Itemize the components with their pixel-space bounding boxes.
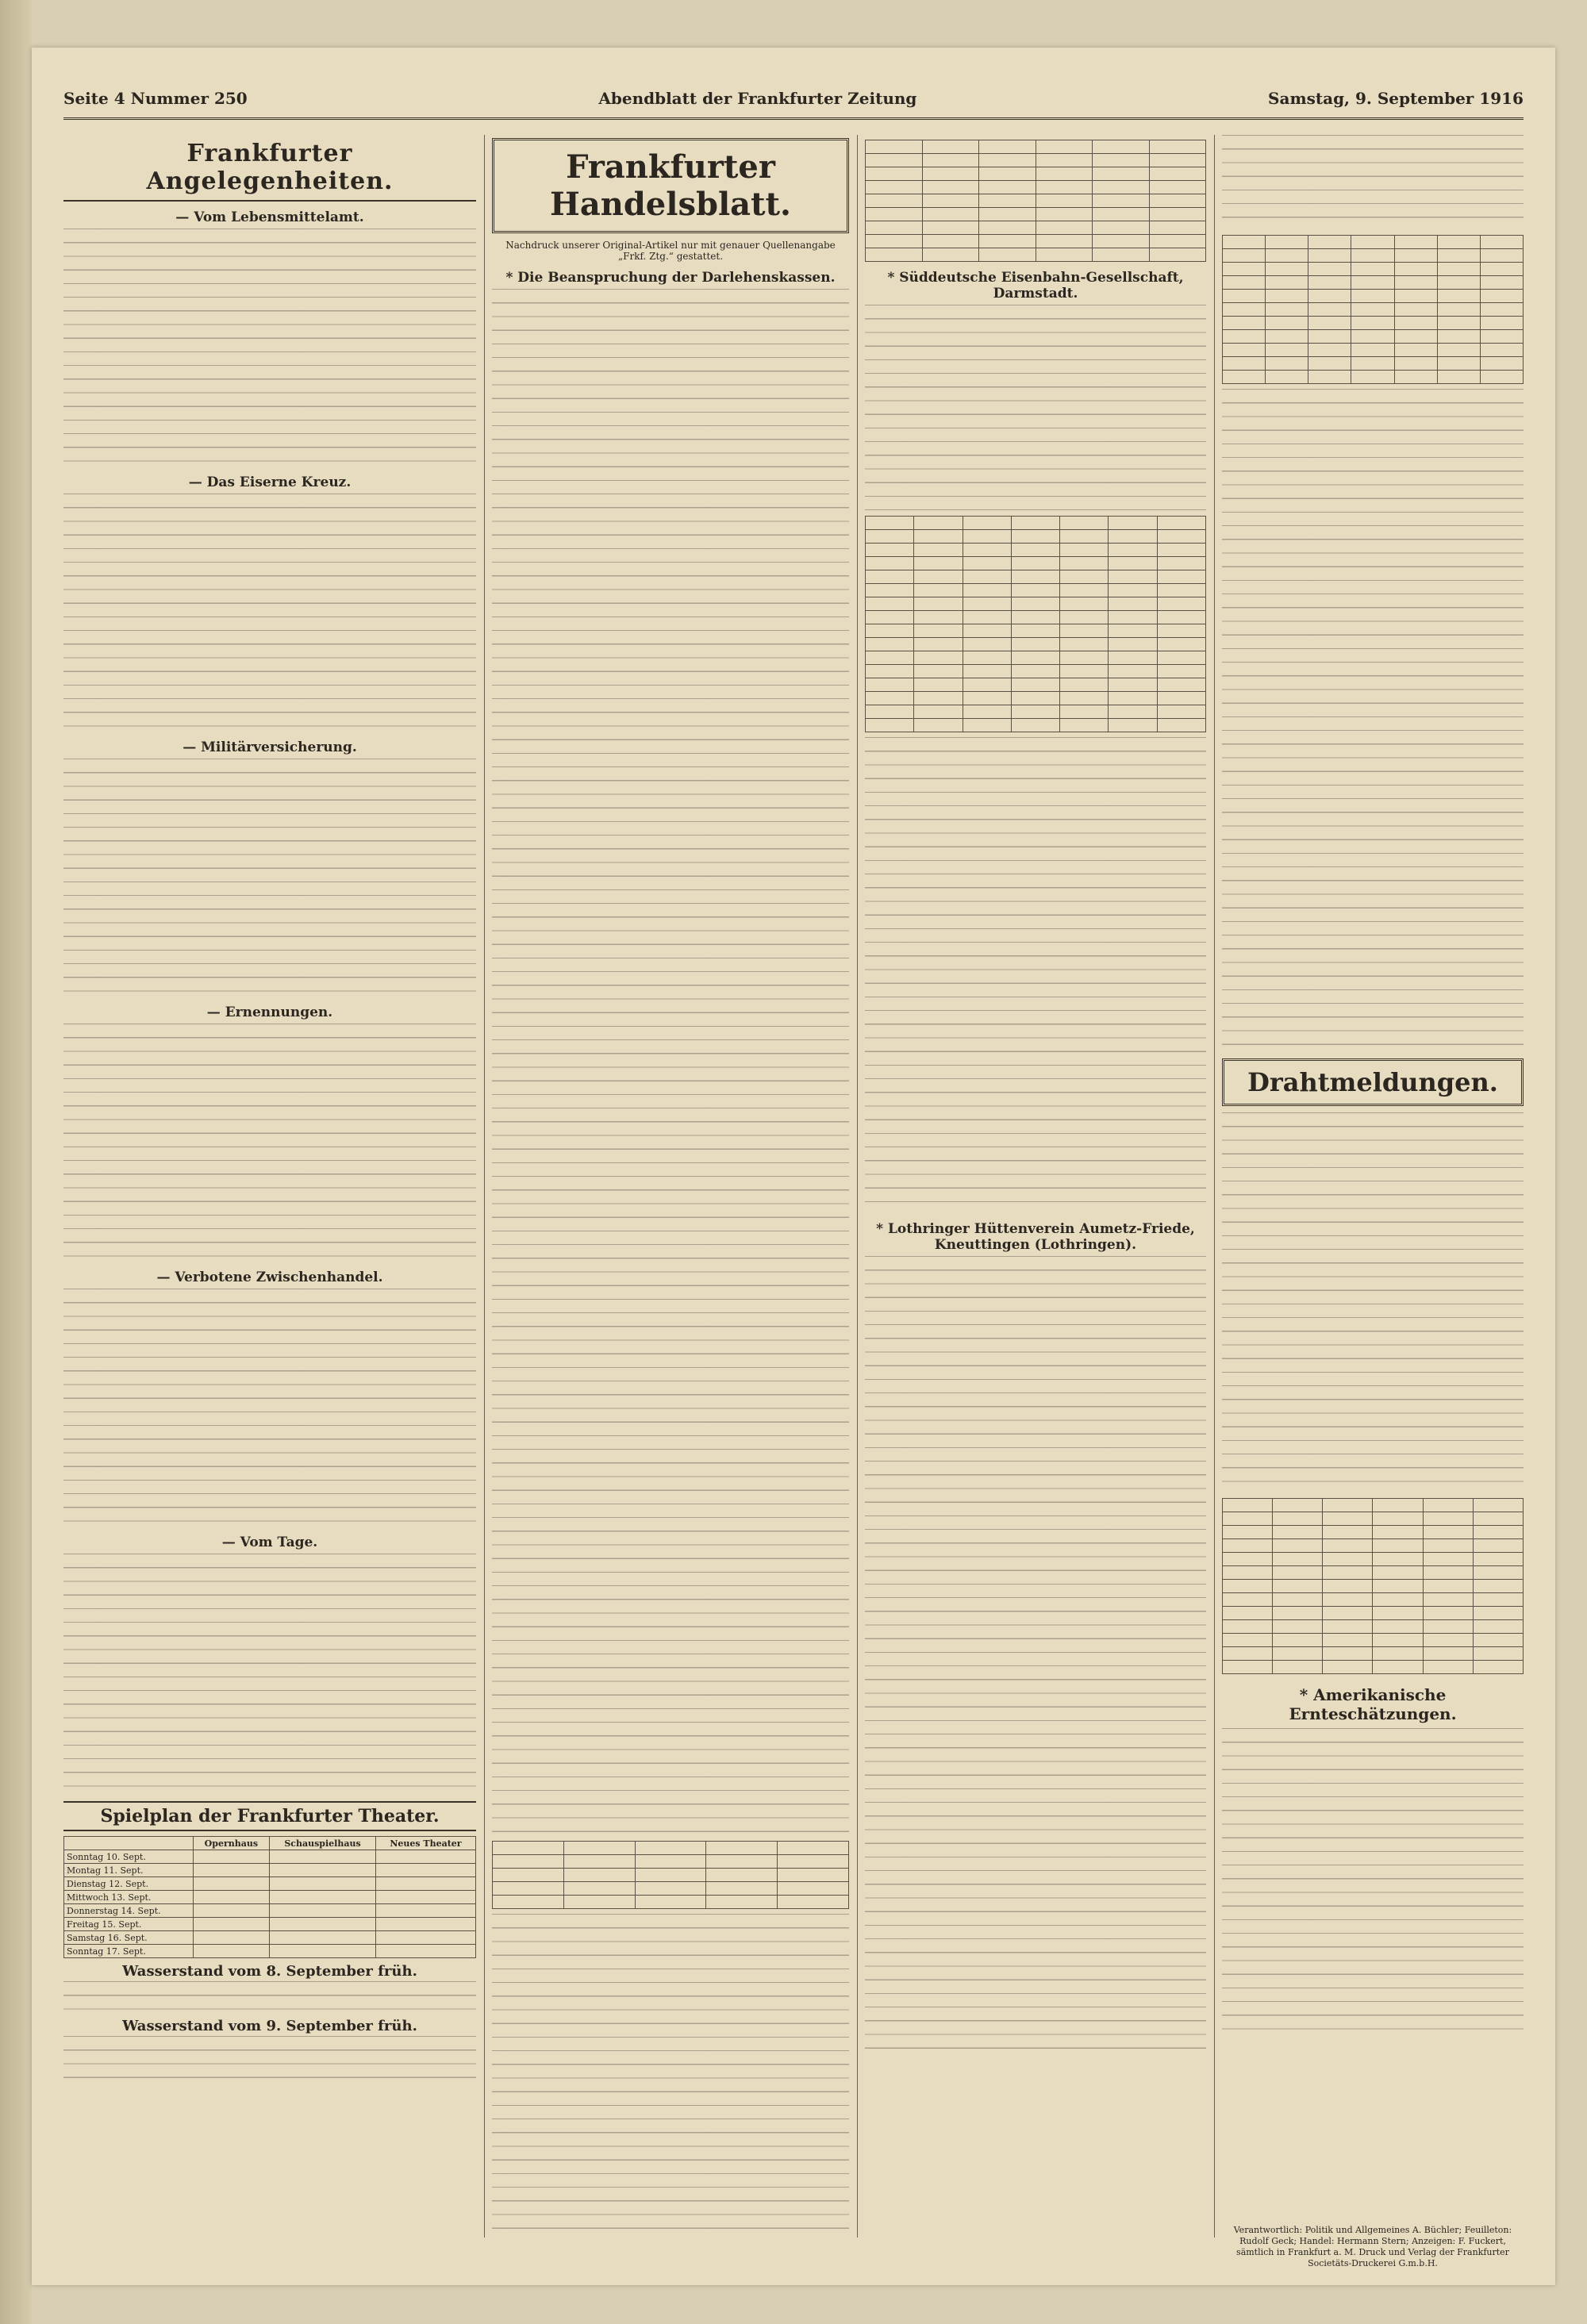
table-row [1223,1647,1524,1661]
page-header [63,79,1524,120]
article-text [1222,135,1524,230]
table-row [1223,330,1524,344]
article-heading: * Süddeutsche Eisenbahn-Gesellschaft, Darmstadt. [887,270,1184,302]
imprint: Verantwortlich: Politik und Allgemeines A. Büchler; Feuilleton: Rudolf Geck; Handel: Hermann Stern; Anzeigen: F. Fuckert, sämtlich in Frankfurt a. M. Druck und Verlag der Frankfurter Societäts-Druckerei G.m.b.H. [1233,2225,1512,2268]
table-row [1223,1539,1524,1553]
table-row [866,692,1206,705]
water-level-heading: Wasserstand vom 8. September früh. [122,1963,417,1980]
table-row [1223,1553,1524,1566]
table-row [866,624,1206,638]
theater-schedule-table [63,1836,476,1958]
column-local-news [63,135,476,2238]
article-text [63,1554,476,1792]
table-row [1223,303,1524,317]
article-text [865,1256,1206,2049]
loan-table [492,1841,849,1909]
water-level-heading: Wasserstand vom 9. September früh. [122,2018,417,2034]
table-row [1223,317,1524,330]
table-row [866,570,1206,584]
table-row [866,611,1206,624]
table-row [866,167,1206,181]
table-row [1223,371,1524,384]
table-row [1223,1661,1524,1674]
table-row [866,530,1206,544]
table-row [866,235,1206,248]
subsection-heading: — Vom Lebensmittelamt. [175,209,364,225]
table-row: Donnerstag 14. Sept. [64,1904,476,1918]
article-heading: * Die Beanspruchung der Darlehenskassen. [505,270,836,286]
section-title: Frankfurter Handelsblatt. [492,138,849,233]
table-row [1223,344,1524,357]
header-page-number: Seite 4 Nummer 250 [63,89,248,108]
article-heading: * Amerikanische Ernteschätzungen. [1289,1685,1457,1723]
table-row: Sonntag 10. Sept. [64,1850,476,1864]
table-row [866,154,1206,167]
newspaper-page [32,48,1555,2285]
table-row [866,665,1206,678]
company-table [1222,235,1524,384]
balance-table [865,516,1206,732]
table-row [866,221,1206,235]
article-text [492,289,849,1836]
section-title: Frankfurter Angelegenheiten. [63,140,476,202]
table-row [1223,290,1524,303]
table-row [1223,1607,1524,1620]
table-row [1223,1634,1524,1647]
subsection-heading: — Verbotene Zwischenhandel. [156,1270,383,1285]
subsection-heading: — Das Eiserne Kreuz. [188,474,352,490]
table-row [1223,1512,1524,1526]
table-row [866,651,1206,665]
column-rule [484,135,485,2238]
article-text [63,229,476,467]
table-row [1223,276,1524,290]
article-text [1222,1728,1524,2030]
article-text [63,1024,476,1262]
article-heading: * Lothringer Hüttenverein Aumetz-Friede, Kneuttingen (Lothringen). [876,1221,1195,1253]
table-header [64,1837,194,1850]
table-row [866,719,1206,732]
loan-stats-table [865,140,1206,262]
table-row: Dienstag 12. Sept. [64,1877,476,1891]
table-row [866,678,1206,692]
section-title: Drahtmeldungen. [1222,1058,1524,1106]
column-commerce-2 [865,135,1206,2238]
table-row [1223,1526,1524,1539]
water-level-text [63,2036,476,2084]
table-row [1223,263,1524,276]
article-text [865,305,1206,511]
table-row [866,584,1206,597]
theater-schedule-title: Spielplan der Frankfurter Theater. [63,1801,476,1831]
table-row: Freitag 15. Sept. [64,1918,476,1931]
column-commerce [492,135,849,2238]
table-row [866,638,1206,651]
table-row [493,1869,849,1882]
water-level-text [63,1981,476,2013]
article-text [865,737,1206,1213]
table-row [866,544,1206,557]
binding-edge [0,0,32,2324]
article-text [63,759,476,997]
table-row: Samstag 16. Sept. [64,1931,476,1945]
table-row [493,1882,849,1896]
table-header: Opernhaus [193,1837,269,1850]
table-row [493,1896,849,1909]
table-row [1223,1620,1524,1634]
column-news [1222,135,1524,2238]
table-row [866,557,1206,570]
table-row [866,597,1206,611]
table-row [1223,1580,1524,1593]
table-row [1223,357,1524,371]
header-masthead: Abendblatt der Frankfurter Zeitung [598,89,917,108]
table-row: Mittwoch 13. Sept. [64,1891,476,1904]
article-text [63,494,476,732]
subsection-heading: — Vom Tage. [221,1535,318,1550]
article-text [492,1914,849,2238]
reprint-note: Nachdruck unserer Original-Artikel nur mit genauer Quellenangabe „Frkf. Ztg.“ gestattet. [505,240,836,262]
table-row [493,1855,849,1869]
table-row [866,208,1206,221]
table-header: Neues Theater [375,1837,475,1850]
table-row: Sonntag 17. Sept. [64,1945,476,1958]
stock-quotes-table [1222,1498,1524,1674]
article-text [1222,389,1524,1047]
subsection-heading: — Ernennungen. [206,1005,333,1020]
table-row [1223,249,1524,263]
column-rule [1214,135,1215,2238]
table-row [866,194,1206,208]
table-row [866,705,1206,719]
article-text [1222,1112,1524,1493]
column-rule [857,135,858,2238]
article-text [63,1289,476,1527]
table-row [866,181,1206,194]
table-header: Schauspielhaus [270,1837,376,1850]
subsection-heading: — Militärversicherung. [183,739,357,755]
table-row [1223,1566,1524,1580]
table-row [866,248,1206,262]
table-row: Montag 11. Sept. [64,1864,476,1877]
table-row [1223,1593,1524,1607]
header-date: Samstag, 9. September 1916 [1268,89,1524,108]
